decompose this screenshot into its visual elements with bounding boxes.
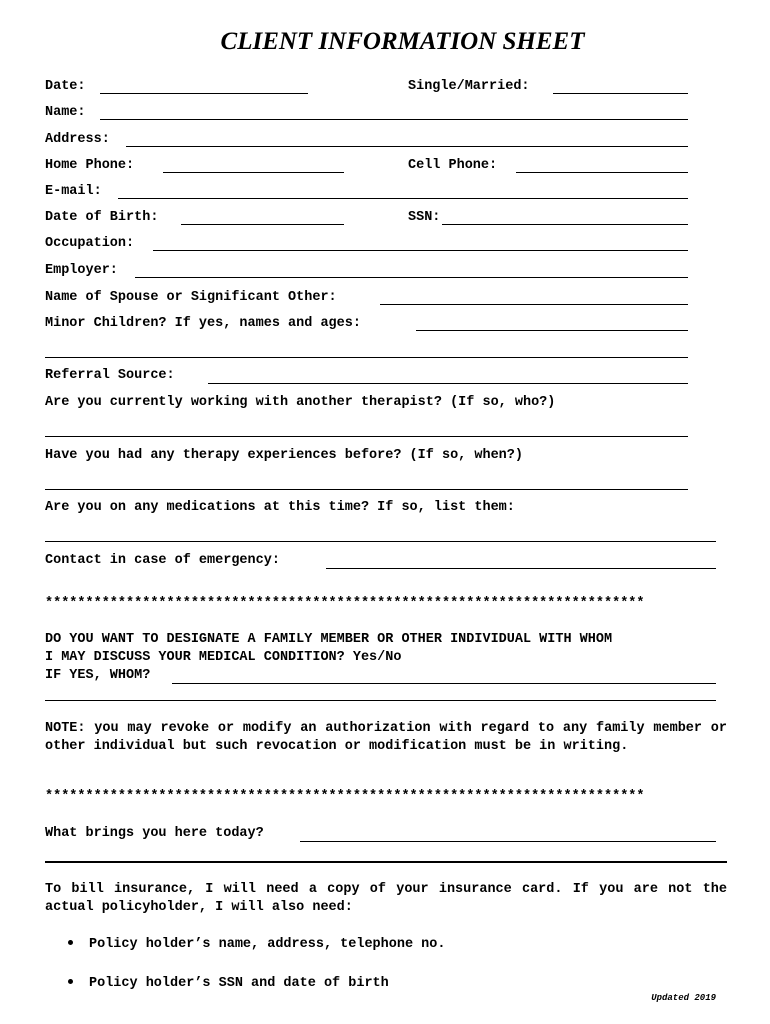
bullet-icon [68,979,73,984]
single-married-field[interactable] [553,93,688,94]
designate-whom-field[interactable] [172,683,716,684]
medications-field[interactable] [45,541,716,542]
spouse-field[interactable] [380,304,688,305]
email-field[interactable] [118,198,688,199]
page-title: CLIENT INFORMATION SHEET [220,28,585,55]
single-married-label: Single/Married: [408,79,530,94]
list-item-text: Policy holder’s name, address, telephone no. [89,937,446,952]
insurance-paragraph: To bill insurance, I will need a copy of your insurance card. If you are not the actual policyholder, I will also need: [45,882,727,915]
minor-children-field-line2[interactable] [45,357,688,358]
star-separator: ************************************************************************** [45,596,645,611]
brings-label: What brings you here today? [45,826,264,841]
address-field[interactable] [126,146,688,147]
list-item-text: Policy holder’s SSN and date of birth [89,976,389,991]
occupation-field[interactable] [153,250,688,251]
emergency-field[interactable] [326,568,716,569]
bullet-icon [68,940,73,945]
designate-whom-label: IF YES, WHOM? [45,668,151,683]
referral-field[interactable] [208,383,688,384]
designate-line1: DO YOU WANT TO DESIGNATE A FAMILY MEMBER OR OTHER INDIVIDUAL WITH WHOM [45,632,613,647]
medications-question: Are you on any medications at this time? If so, list them: [45,500,515,515]
brings-field[interactable] [300,841,716,842]
emergency-label: Contact in case of emergency: [45,553,280,568]
referral-label: Referral Source: [45,368,175,383]
minor-children-field[interactable] [416,330,688,331]
home-phone-label: Home Phone: [45,158,135,173]
name-label: Name: [45,105,86,120]
cell-phone-field[interactable] [516,172,688,173]
updated-footer: Updated 2019 [651,993,716,1003]
name-field[interactable] [100,119,688,120]
date-label: Date: [45,79,86,94]
dob-field[interactable] [181,224,344,225]
dob-label: Date of Birth: [45,210,159,225]
employer-label: Employer: [45,263,118,278]
ssn-label: SSN: [408,210,441,225]
date-field[interactable] [100,93,308,94]
therapy-before-question: Have you had any therapy experiences before? (If so, when?) [45,448,523,463]
therapist-field[interactable] [45,436,688,437]
address-label: Address: [45,132,110,147]
designate-whom-field-line2[interactable] [45,700,716,701]
cell-phone-label: Cell Phone: [408,158,498,173]
note-paragraph: NOTE: you may revoke or modify an authorization with regard to any family member or other individual but such revocation or modification must be in writing. [45,721,727,754]
occupation-label: Occupation: [45,236,135,251]
designate-line2: I MAY DISCUSS YOUR MEDICAL CONDITION? Yes/No [45,650,402,665]
home-phone-field[interactable] [163,172,344,173]
star-separator: ************************************************************************** [45,789,645,804]
minor-children-label: Minor Children? If yes, names and ages: [45,316,361,331]
email-label: E-mail: [45,184,102,199]
list-item [68,936,445,954]
list-item [68,975,389,993]
therapist-question: Are you currently working with another therapist? (If so, who?) [45,395,556,410]
divider [45,861,727,863]
spouse-label: Name of Spouse or Significant Other: [45,290,337,305]
ssn-field[interactable] [442,224,688,225]
employer-field[interactable] [135,277,688,278]
therapy-before-field[interactable] [45,489,688,490]
